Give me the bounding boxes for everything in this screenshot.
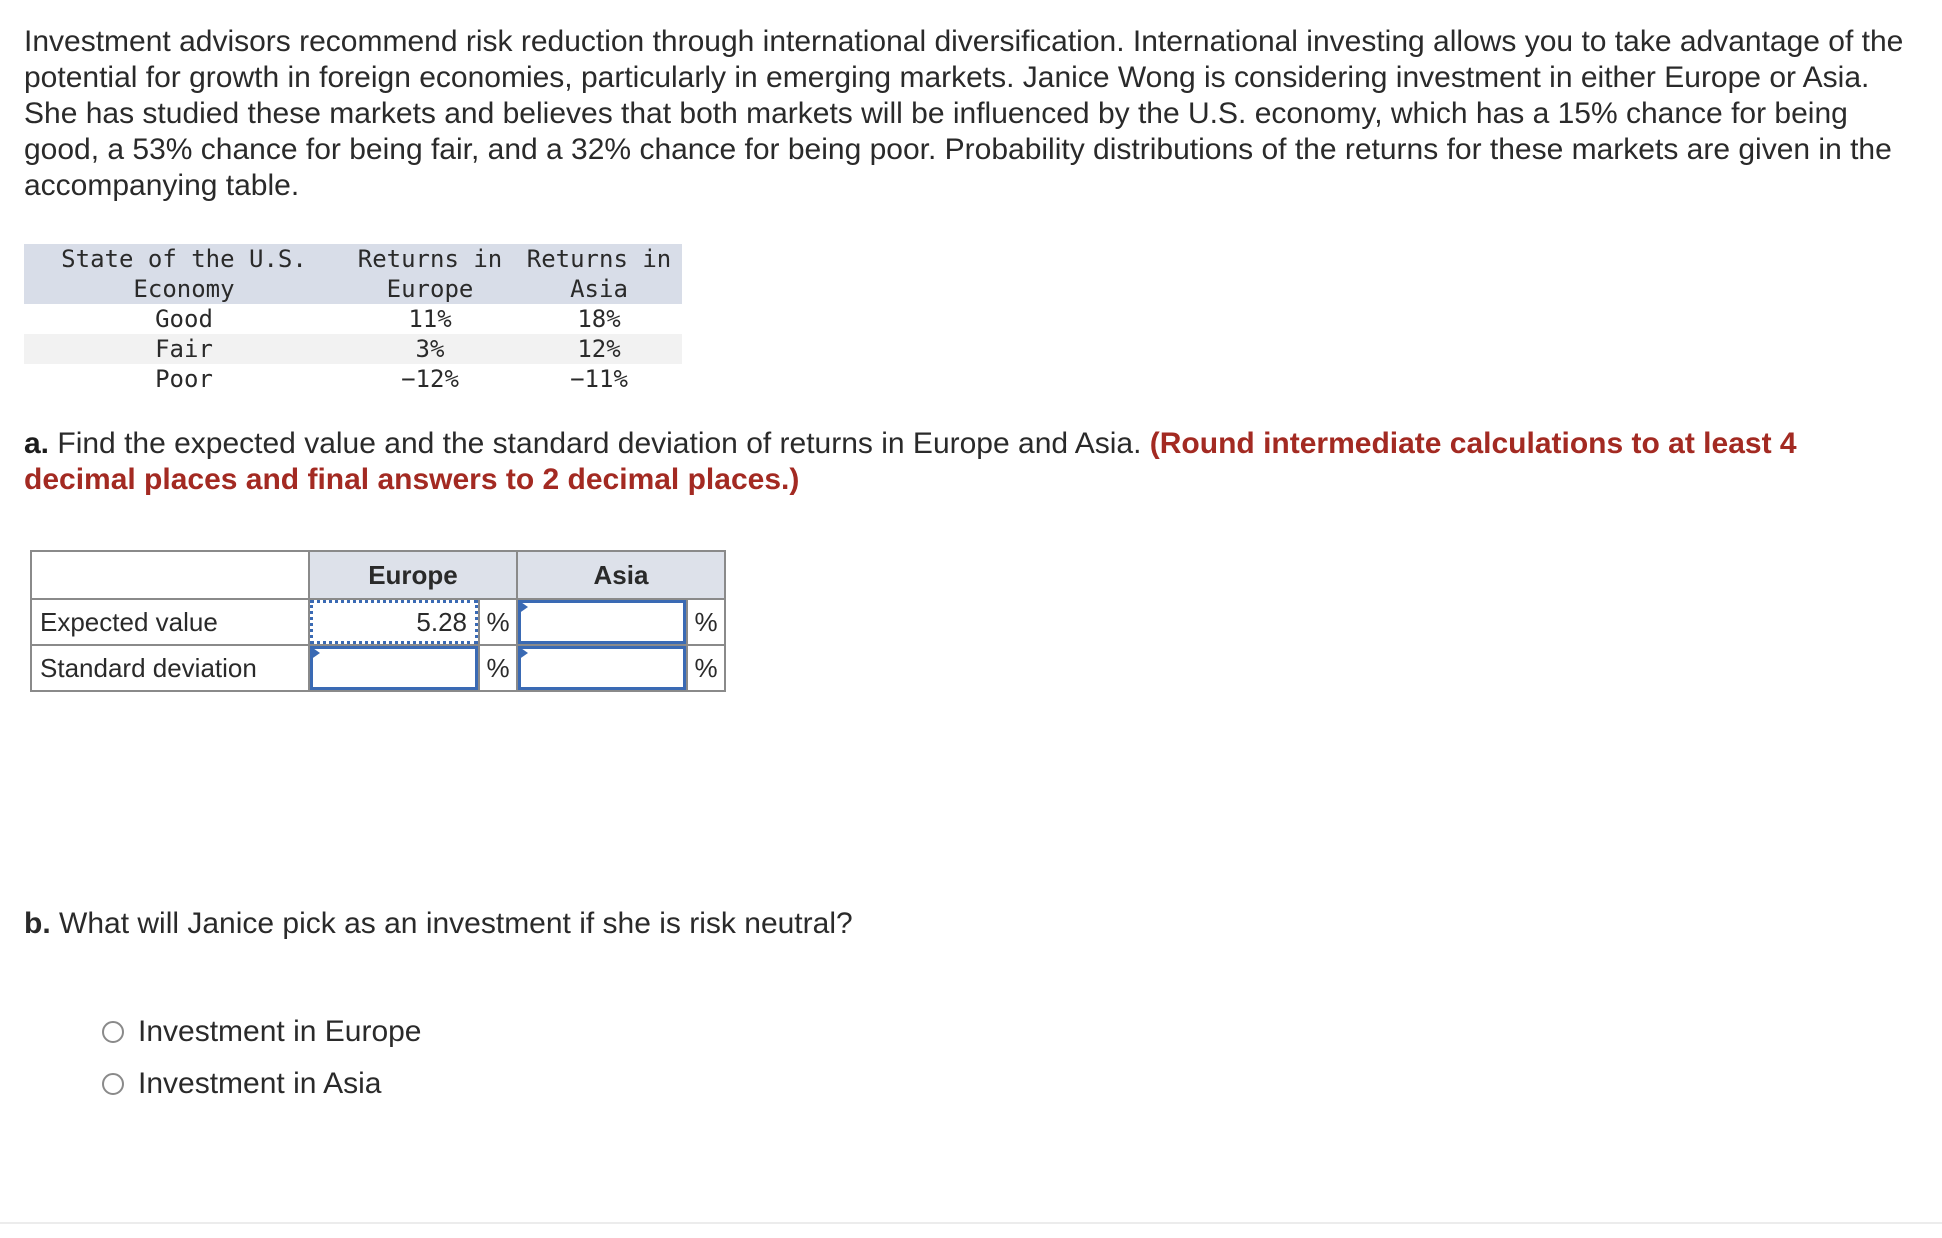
part-b-options — [102, 1006, 422, 1110]
radio-europe[interactable] — [102, 1021, 124, 1043]
expected-asia-cell — [517, 599, 687, 645]
percent-sign: % — [479, 645, 517, 691]
expected-asia-input[interactable] — [518, 600, 686, 644]
sd-europe-cell — [309, 645, 479, 691]
header-state — [24, 244, 344, 304]
part-b-label: b. — [24, 907, 51, 940]
header-state-line2: Economy — [133, 275, 235, 303]
answer-header-blank — [31, 551, 309, 599]
row-state: Poor — [155, 365, 213, 393]
input-marker-icon — [518, 600, 528, 614]
header-state-line1: State of the U.S. — [61, 245, 307, 273]
header-asia-line2: Asia — [570, 275, 628, 303]
part-a-question: Find the expected value and the standard deviation of returns in Europe and Asia. — [57, 427, 1142, 460]
answer-header-europe: Europe — [309, 551, 517, 599]
divider — [0, 1222, 1942, 1224]
intro-paragraph: Investment advisors recommend risk reduction through international diversification. International investing allows you to take advantage of the potential for growth in foreign economies, particularly in emerging markets. Janice Wong is considering investment in either Europe or Asia. She has studied these markets and believes that both markets will be influenced by the U.S. economy, which has a 15% chance for being good, a 53% chance for being fair, and a 32% chance for being poor. Probability distributions of the returns for these markets are given in the accompanying table. — [24, 25, 1904, 202]
table-row — [24, 334, 682, 364]
input-marker-icon — [518, 646, 528, 660]
radio-asia[interactable] — [102, 1073, 124, 1095]
option-europe-label: Investment in Europe — [138, 1015, 422, 1048]
row-europe-return: 3% — [415, 335, 445, 363]
percent-sign: % — [687, 599, 725, 645]
row-asia-return: −11% — [570, 365, 628, 393]
percent-sign: % — [687, 645, 725, 691]
answer-header-asia: Asia — [517, 551, 725, 599]
part-b-question: What will Janice pick as an investment if she is risk neutral? — [59, 907, 853, 940]
header-asia — [516, 244, 682, 304]
row-asia-return: 18% — [577, 305, 621, 333]
row-europe-return: 11% — [408, 305, 452, 333]
input-marker-icon — [310, 646, 320, 660]
part-a-label: a. — [24, 427, 50, 460]
returns-table-header-row — [24, 244, 682, 304]
sd-europe-input[interactable] — [310, 646, 478, 690]
row-europe-return: −12% — [401, 365, 459, 393]
option-asia[interactable] — [102, 1058, 422, 1110]
sd-asia-input[interactable] — [518, 646, 686, 690]
answer-table-header-row — [31, 551, 725, 599]
percent-sign: % — [479, 599, 517, 645]
table-row — [24, 304, 682, 334]
part-a-prompt — [24, 426, 1914, 498]
table-row — [24, 364, 682, 394]
expected-europe-cell — [309, 599, 479, 645]
option-asia-label: Investment in Asia — [138, 1067, 382, 1100]
part-a-instruction: (Round intermediate calculations to at least 4 decimal places and final answers to 2 decimal places.) — [24, 427, 1797, 496]
expected-value-label: Expected value — [31, 599, 309, 645]
standard-deviation-label: Standard deviation — [31, 645, 309, 691]
row-state: Good — [155, 305, 213, 333]
row-asia-return: 12% — [577, 335, 621, 363]
option-europe[interactable] — [102, 1006, 422, 1058]
header-europe-line1: Returns in — [357, 245, 503, 273]
expected-europe-input[interactable] — [310, 600, 478, 644]
answer-table — [30, 550, 726, 692]
header-asia-line1: Returns in — [526, 245, 672, 273]
answer-row-expected — [31, 599, 725, 645]
header-europe — [344, 244, 516, 304]
returns-distribution-table — [24, 244, 682, 394]
sd-asia-cell — [517, 645, 687, 691]
header-europe-line2: Europe — [386, 275, 474, 303]
row-state: Fair — [155, 335, 213, 363]
answer-row-sd — [31, 645, 725, 691]
part-b-prompt — [24, 906, 853, 942]
